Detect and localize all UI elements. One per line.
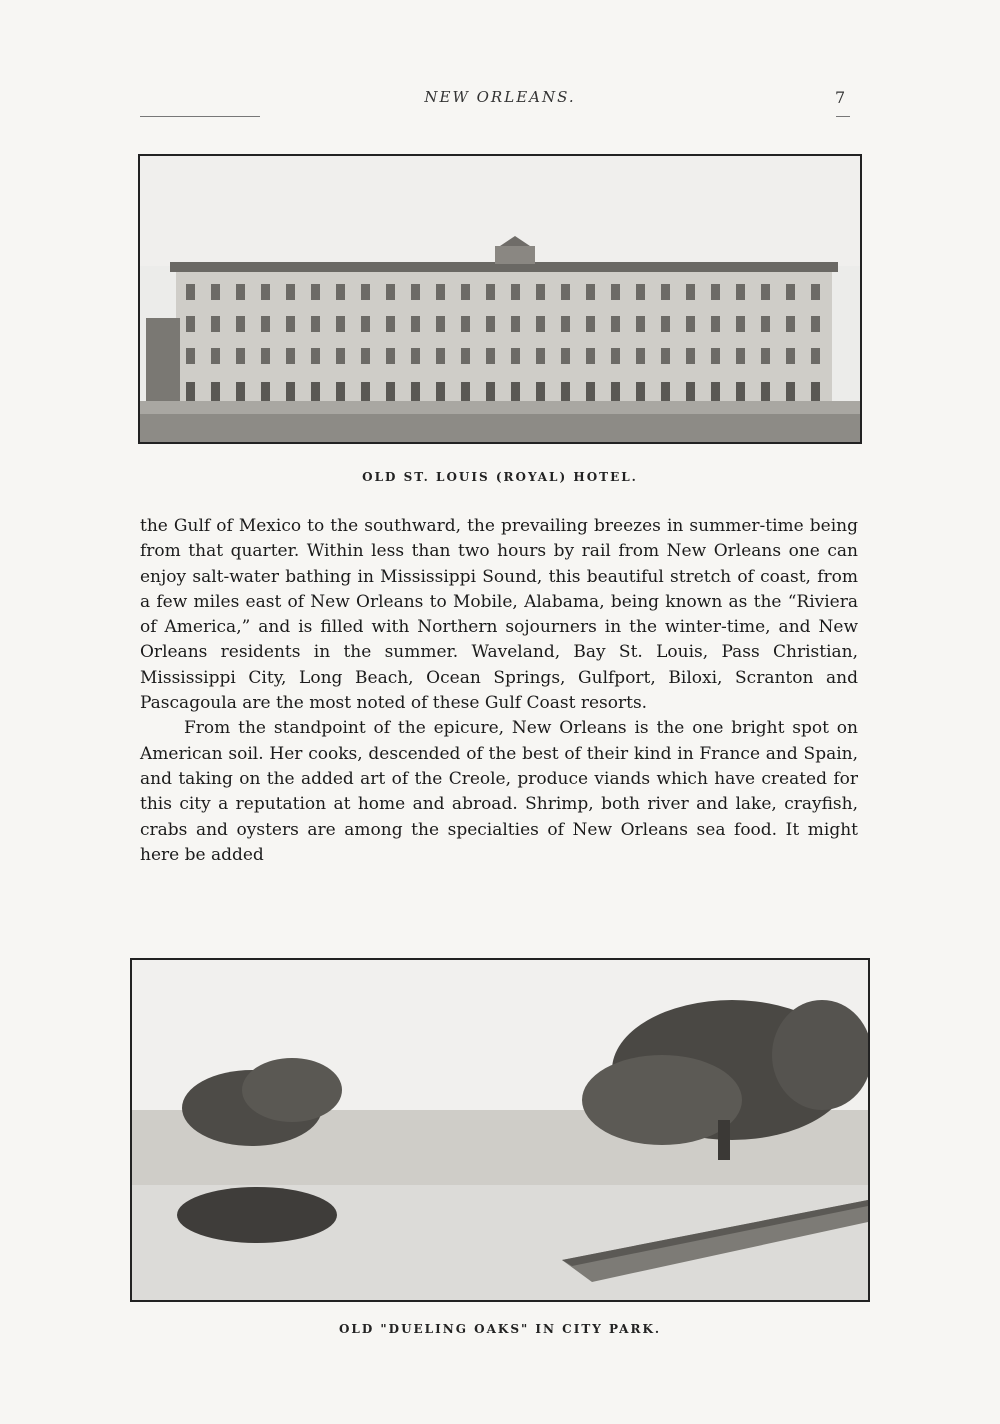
hotel-window (636, 382, 645, 404)
hotel-window (461, 316, 470, 332)
hotel-window (186, 348, 195, 364)
hotel-window (236, 348, 245, 364)
hotel-window (711, 382, 720, 404)
hotel-window (311, 348, 320, 364)
hotel-window (561, 348, 570, 364)
hotel-window (786, 316, 795, 332)
hotel-window (411, 316, 420, 332)
hotel-window (711, 316, 720, 332)
hotel-caption: OLD ST. LOUIS (ROYAL) HOTEL. (362, 470, 638, 484)
hotel-window (711, 348, 720, 364)
hotel-window (411, 348, 420, 364)
hotel-window (386, 316, 395, 332)
hotel-window (311, 382, 320, 404)
hotel-window (436, 382, 445, 404)
hotel-window (736, 284, 745, 300)
hotel-window (186, 316, 195, 332)
hotel-window (711, 284, 720, 300)
paragraph-2: From the standpoint of the epicure, New Orleans is the one bright spot on American soil. Her cooks, descended of the best of their kind in France and Spain, and taking on the added art of the Creole, produce viands which have created for this city a reputation at home and abroad. Shrimp, both river and lake, crayfish, crabs and oysters are among the specialties of New Orleans sea food. It might here be added (140, 718, 858, 865)
hotel-photo (138, 154, 862, 444)
hotel-window (286, 382, 295, 404)
hotel-window (736, 382, 745, 404)
page-number: 7 (835, 88, 846, 107)
hotel-window (411, 382, 420, 404)
hotel-window (261, 382, 270, 404)
oaks-photo-illustration (132, 960, 868, 1300)
hotel-window (261, 316, 270, 332)
hotel-window (611, 382, 620, 404)
hotel-window (636, 348, 645, 364)
hotel-window (211, 348, 220, 364)
hotel-window (661, 348, 670, 364)
hotel-window (511, 284, 520, 300)
hotel-window (611, 316, 620, 332)
hotel-window (811, 316, 820, 332)
hotel-window (511, 348, 520, 364)
hotel-window (211, 316, 220, 332)
hotel-window (461, 284, 470, 300)
hotel-window (586, 316, 595, 332)
hotel-window (686, 316, 695, 332)
hotel-window (736, 316, 745, 332)
hotel-window (611, 284, 620, 300)
hotel-window (736, 348, 745, 364)
hotel-window (786, 348, 795, 364)
hotel-window (186, 284, 195, 300)
hotel-window (336, 316, 345, 332)
hotel-window (811, 348, 820, 364)
hotel-window (486, 316, 495, 332)
running-head (0, 88, 1000, 112)
head-rule-left (140, 116, 260, 117)
hotel-window (536, 348, 545, 364)
hotel-window (686, 284, 695, 300)
hotel-window (386, 284, 395, 300)
hotel-window (661, 382, 670, 404)
hotel-window (261, 284, 270, 300)
hotel-window (236, 382, 245, 404)
hotel-window (761, 348, 770, 364)
hotel-window (286, 348, 295, 364)
hotel-window (811, 284, 820, 300)
hotel-window (211, 382, 220, 404)
hotel-window (436, 316, 445, 332)
hotel-window (761, 316, 770, 332)
hotel-window (786, 284, 795, 300)
hotel-window (536, 284, 545, 300)
hotel-window (511, 316, 520, 332)
hotel-window (261, 348, 270, 364)
hotel-photo-illustration (140, 156, 860, 442)
hotel-window (811, 382, 820, 404)
hotel-window (686, 348, 695, 364)
hotel-window (311, 316, 320, 332)
hotel-window (486, 382, 495, 404)
hotel-window (586, 284, 595, 300)
hotel-window (786, 382, 795, 404)
hotel-window (311, 284, 320, 300)
hotel-window (286, 316, 295, 332)
hotel-window (761, 382, 770, 404)
hotel-window (511, 382, 520, 404)
hotel-window (486, 348, 495, 364)
hotel-window (386, 382, 395, 404)
paragraph-1: the Gulf of Mexico to the southward, the prevailing breezes in summer-time being from that quarter. Within less than two hours by rail from New Orleans one can enjoy salt-water bathing in Mississippi Sound, this beautiful stretch of coast, from a few miles east of New Orleans to Mobile, Alabama, being known as the “Riviera of America,” and is filled with Northern sojourners in the winter-time, and New Orleans residents in the summer. Waveland, Bay St. Louis, Pass Christian, Mississippi City, Long Beach, Ocean Springs, Gulfport, Biloxi, Scranton and Pascagoula are the most noted of these Gulf Coast resorts. (140, 516, 858, 714)
hotel-window (561, 382, 570, 404)
hotel-window (561, 284, 570, 300)
hotel-window (436, 348, 445, 364)
hotel-window (611, 348, 620, 364)
hotel-window (586, 348, 595, 364)
hotel-window (411, 284, 420, 300)
running-title: NEW ORLEANS. (424, 88, 576, 106)
hotel-window (461, 382, 470, 404)
hotel-window (361, 382, 370, 404)
hotel-window (461, 348, 470, 364)
oaks-caption: OLD "DUELING OAKS" IN CITY PARK. (338, 1322, 662, 1336)
hotel-window (486, 284, 495, 300)
body-text (140, 514, 858, 868)
hotel-window (636, 316, 645, 332)
hotel-window (761, 284, 770, 300)
hotel-window (186, 382, 195, 404)
oaks-photo (130, 958, 870, 1302)
hotel-window (211, 284, 220, 300)
hotel-window (661, 284, 670, 300)
hotel-window (436, 284, 445, 300)
hotel-window (586, 382, 595, 404)
hotel-window (636, 284, 645, 300)
hotel-window (536, 382, 545, 404)
hotel-window (361, 284, 370, 300)
head-rule-right (836, 116, 850, 117)
hotel-window (686, 382, 695, 404)
hotel-window (536, 316, 545, 332)
hotel-window (336, 382, 345, 404)
hotel-window (361, 316, 370, 332)
hotel-window (236, 284, 245, 300)
hotel-window (361, 348, 370, 364)
hotel-window (336, 284, 345, 300)
hotel-window (286, 284, 295, 300)
hotel-window (661, 316, 670, 332)
hotel-window (236, 316, 245, 332)
hotel-window (336, 348, 345, 364)
hotel-window (561, 316, 570, 332)
hotel-window (386, 348, 395, 364)
